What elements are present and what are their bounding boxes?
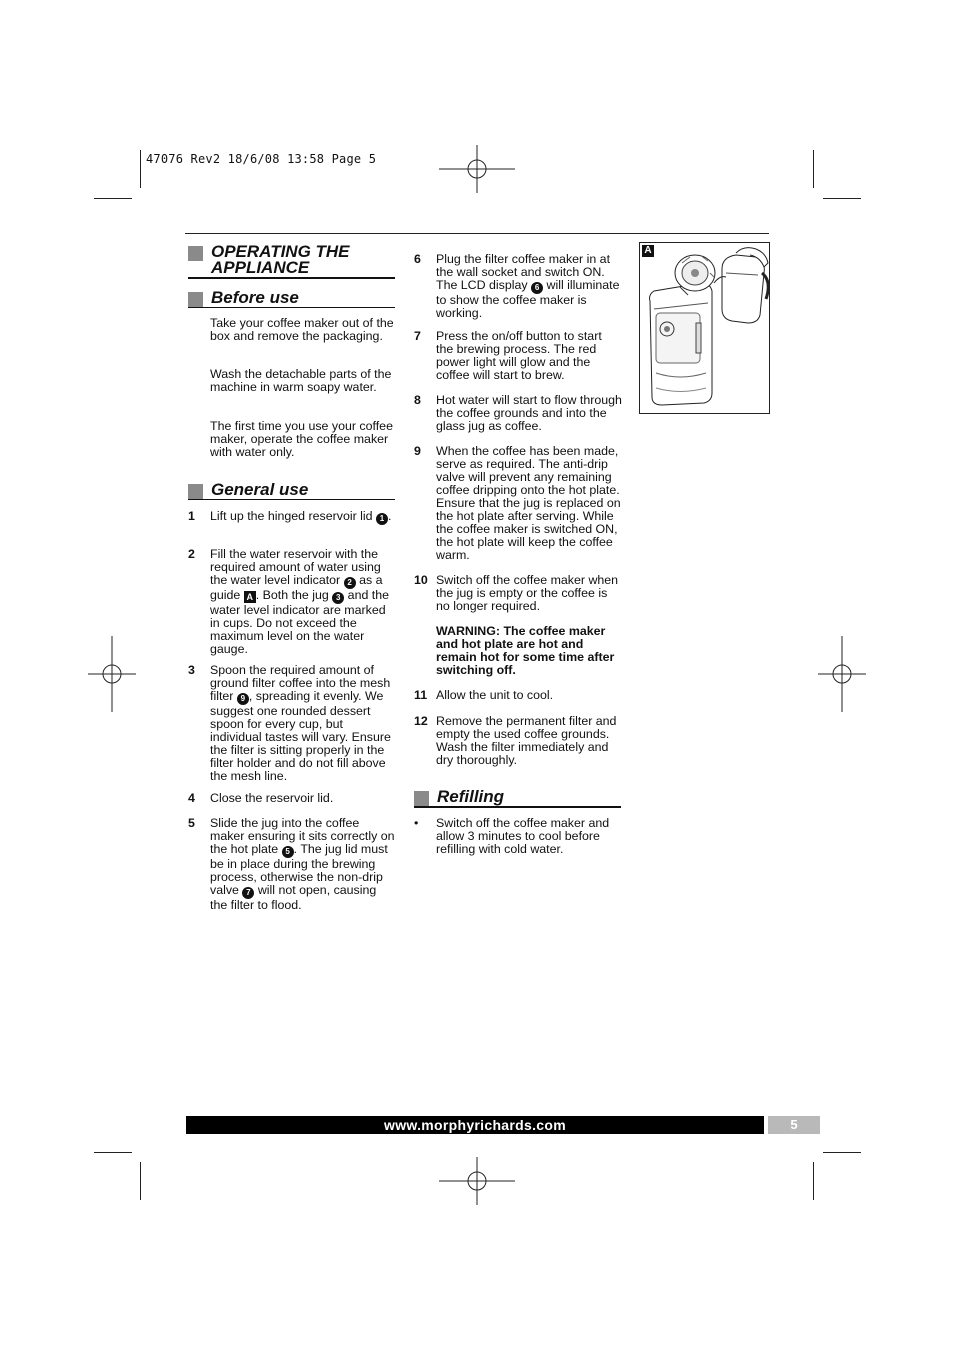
item-number: 10: [414, 573, 428, 587]
item-number: 1: [188, 509, 195, 523]
heading-underline: [414, 806, 621, 808]
top-rule: [185, 233, 769, 234]
paragraph: The first time you use your coffee maker, operate the coffee maker with water only.: [210, 419, 393, 459]
item-text: Fill the water reservoir with the required amount of water using the water level indicator 2 as a guide A . Both the jug 3 and the water level indicator are marked in cups. Do not exceed the maximum level on the water gauge.: [210, 547, 390, 656]
item-number: 2: [188, 547, 195, 561]
item-text: When the coffee has been made, serve as required. The anti-drip valve will prevent any remaining coffee dripping onto the hot plate. Ensure that the jug is replaced on the hot plate after serving. While the coffee maker is switched ON, the hot plate will keep the coffee warm.: [436, 444, 621, 562]
item-text: Plug the filter coffee maker in at the wall socket and switch ON. The LCD display 6 will illuminate to show the coffee maker is working.: [436, 252, 620, 320]
page-number: 5: [790, 1117, 798, 1132]
registration-mark-icon: [804, 636, 880, 712]
paragraph: Take your coffee maker out of the box and remove the packaging.: [210, 316, 394, 343]
footer-bar: [186, 1116, 764, 1134]
crop-mark: [813, 150, 814, 188]
page-number-box: [768, 1116, 820, 1134]
section-heading-refilling: [414, 789, 621, 809]
item-number: 6: [414, 252, 421, 266]
bullet: •: [414, 816, 419, 830]
item-text: Remove the permanent filter and empty the used coffee grounds. Wash the filter immediately and dry thoroughly.: [436, 714, 617, 767]
heading-text: General use: [211, 480, 309, 499]
registration-mark-icon: [439, 1143, 515, 1219]
callout-number-icon: 6: [531, 282, 543, 294]
item-text: Lift up the hinged reservoir lid 1 .: [210, 509, 392, 523]
item-text: Switch off the coffee maker and allow 3 minutes to cool before refilling with cold water.: [436, 816, 610, 856]
heading-square-icon: [188, 292, 203, 307]
crop-mark: [813, 1162, 814, 1200]
heading-underline: [188, 307, 395, 308]
heading-underline: [188, 277, 395, 279]
heading-text: Before use: [211, 288, 299, 307]
heading-square-icon: [414, 791, 429, 806]
crop-mark: [94, 198, 132, 199]
item-text: Switch off the coffee maker when the jug is empty or the coffee is no longer required.: [436, 573, 619, 613]
callout-number-icon: 7: [242, 887, 254, 899]
registration-mark-icon: [74, 636, 150, 712]
section-heading-operating: [188, 244, 395, 280]
item-text: Slide the jug into the coffee maker ensuring it sits correctly on the hot plate 5 . The jug lid must be in place during the brewing process, otherwise the non-drip valve 7 will not open, causing the filter to flood.: [210, 816, 395, 912]
figure-ref-icon: A: [244, 591, 256, 603]
crop-mark: [140, 1162, 141, 1200]
callout-number-icon: 5: [282, 846, 294, 858]
callout-number-icon: 9: [237, 693, 249, 705]
item-number: 9: [414, 444, 421, 458]
print-slug: 47076 Rev2 18/6/08 13:58 Page 5: [146, 152, 377, 166]
website-link[interactable]: www.morphyrichards.com: [384, 1117, 566, 1133]
callout-number-icon: 1: [376, 513, 388, 525]
item-number: 8: [414, 393, 421, 407]
heading-underline: [188, 499, 395, 500]
coffee-maker-illustration: [640, 243, 769, 413]
item-number: 5: [188, 816, 195, 830]
item-text: Close the reservoir lid.: [210, 791, 334, 805]
item-number: 4: [188, 791, 195, 805]
item-text: Press the on/off button to start the brewing process. The red power light will glow and the coffee will start to brew.: [436, 329, 602, 382]
crop-mark: [94, 1152, 132, 1153]
callout-number-icon: 3: [332, 592, 344, 604]
item-number: 7: [414, 329, 421, 343]
item-text: Allow the unit to cool.: [436, 688, 554, 702]
registration-mark-icon: [439, 131, 515, 207]
warning-text: WARNING: The coffee maker and hot plate are hot and remain hot for some time after switching off.: [436, 624, 615, 677]
item-number: 12: [414, 714, 428, 728]
figure-tag: A: [642, 245, 654, 257]
item-number: 3: [188, 663, 195, 677]
crop-mark: [823, 1152, 861, 1153]
section-heading-before-use: [188, 290, 395, 310]
item-text: Spoon the required amount of ground filter coffee into the mesh filter 9 , spreading it evenly. We suggest one rounded dessert spoon for every cup, but individual tastes will vary. Ensure the filter is sitting properly in the filter holder and do not fill above the mesh line.: [210, 663, 391, 783]
figure-a: [639, 242, 770, 414]
item-text: Hot water will start to flow through the coffee grounds and into the glass jug as coffee.: [436, 393, 622, 433]
paragraph: Wash the detachable parts of the machine in warm soapy water.: [210, 367, 392, 394]
heading-square-icon: [188, 484, 203, 499]
heading-text: OPERATING THE APPLIANCE: [211, 242, 350, 277]
crop-mark: [823, 198, 861, 199]
heading-square-icon: [188, 246, 203, 261]
callout-number-icon: 2: [344, 577, 356, 589]
section-heading-general-use: [188, 482, 395, 502]
item-number: 11: [414, 688, 428, 702]
crop-mark: [140, 150, 141, 188]
heading-text: Refilling: [437, 787, 505, 806]
